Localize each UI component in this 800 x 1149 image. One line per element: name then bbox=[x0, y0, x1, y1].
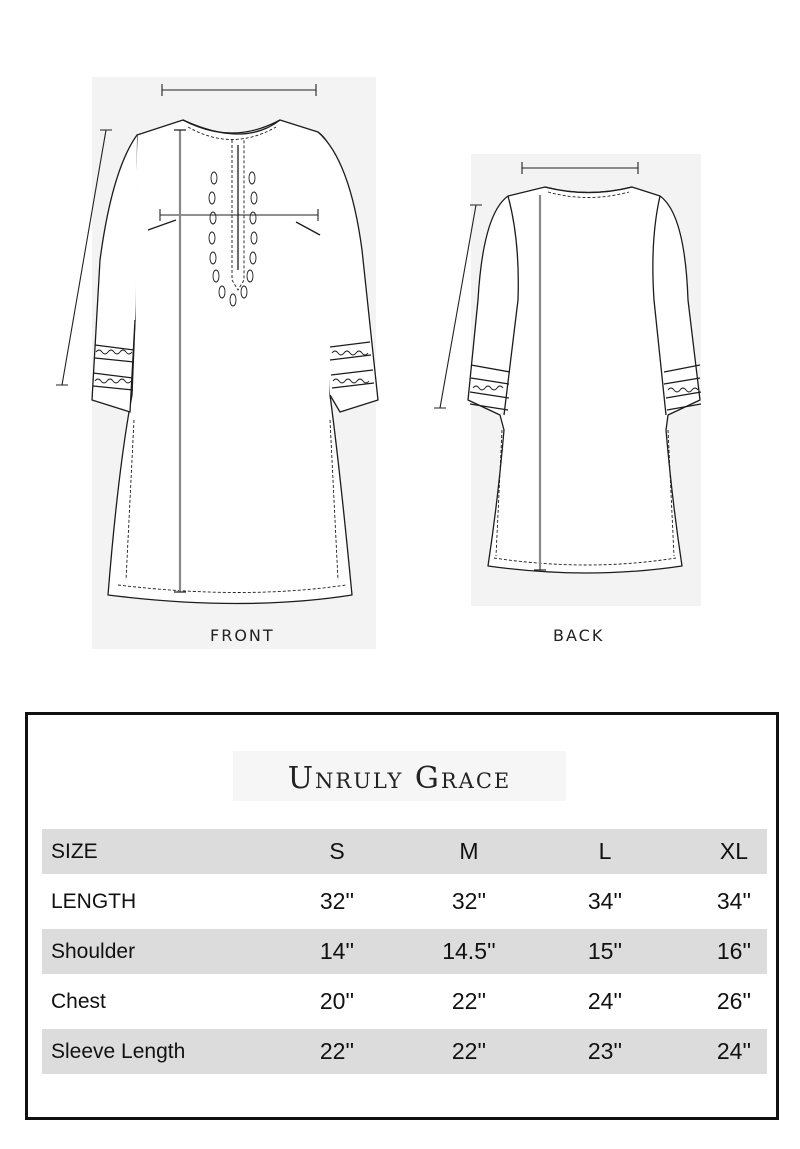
table-row-length bbox=[42, 879, 767, 924]
table-cell: 34'' bbox=[716, 888, 752, 914]
table-row-sleeve-length bbox=[42, 1029, 767, 1074]
table-cell: 24'' bbox=[716, 1038, 752, 1064]
table-cell: 15'' bbox=[587, 938, 623, 964]
row-label: Sleeve Length bbox=[51, 1040, 186, 1063]
table-cell: 20'' bbox=[319, 988, 355, 1014]
table-cell: 32'' bbox=[451, 888, 487, 914]
header-size-label: SIZE bbox=[51, 840, 98, 863]
table-cell: 22'' bbox=[451, 988, 487, 1014]
back-view-label: BACK bbox=[553, 626, 605, 645]
header-size-l: L bbox=[598, 838, 612, 864]
table-cell: 14.5'' bbox=[442, 938, 496, 964]
table-cell: 23'' bbox=[587, 1038, 623, 1064]
table-cell: 14'' bbox=[319, 938, 355, 964]
header-size-s: S bbox=[329, 838, 345, 864]
row-label: Chest bbox=[51, 990, 106, 1013]
brand-name: Unruly Grace bbox=[287, 761, 512, 796]
brand-banner bbox=[233, 751, 566, 801]
table-cell: 16'' bbox=[716, 938, 752, 964]
row-label: LENGTH bbox=[51, 890, 137, 913]
front-kurta-illustration bbox=[56, 84, 378, 604]
table-header-row bbox=[42, 829, 767, 874]
table-cell: 22'' bbox=[319, 1038, 355, 1064]
row-label: Shoulder bbox=[51, 940, 136, 963]
table-row-shoulder bbox=[42, 929, 767, 974]
table-cell: 32'' bbox=[319, 888, 355, 914]
table-cell: 26'' bbox=[716, 988, 752, 1014]
back-kurta-illustration bbox=[434, 162, 701, 573]
table-cell: 22'' bbox=[451, 1038, 487, 1064]
table-cell: 34'' bbox=[587, 888, 623, 914]
table-row-chest bbox=[42, 979, 767, 1024]
table-cell: 24'' bbox=[587, 988, 623, 1014]
size-chart bbox=[25, 712, 779, 1120]
header-size-m: M bbox=[459, 838, 479, 864]
header-size-xl: XL bbox=[719, 838, 749, 864]
front-view-label: FRONT bbox=[210, 626, 275, 645]
